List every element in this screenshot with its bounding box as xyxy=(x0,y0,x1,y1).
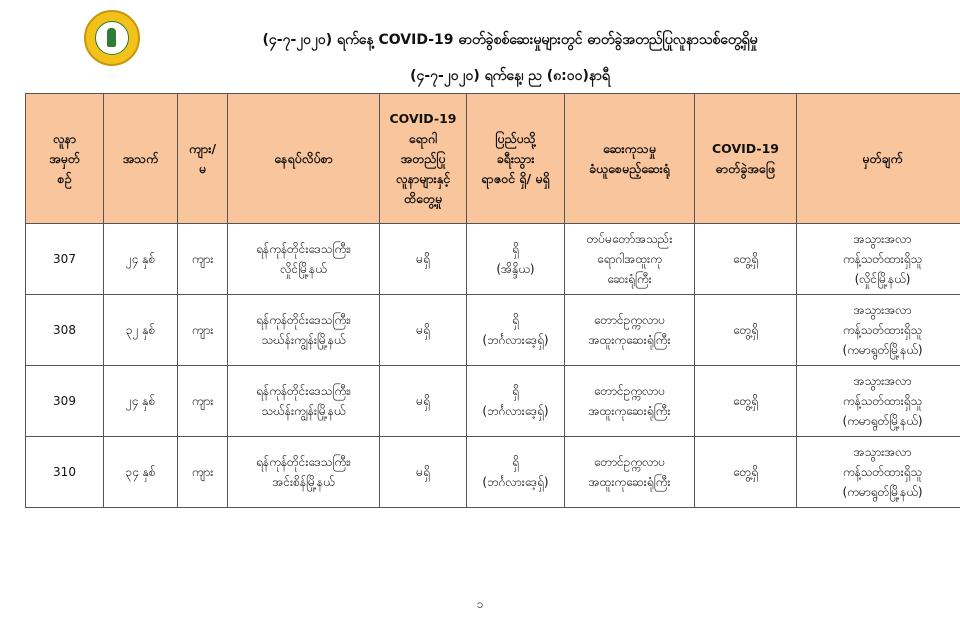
ministry-logo-icon xyxy=(84,10,140,66)
cell-text: (လှိုင်မြို့နယ်) xyxy=(854,272,911,286)
column-header-line: ရောဂါ xyxy=(408,130,438,146)
column-header-line: COVID-19 xyxy=(389,110,457,126)
table-cell xyxy=(695,295,797,366)
table-cell xyxy=(380,437,467,508)
document-subtitle: (၄-၇-၂၀၂၀) ရက်နေ့၊ ည (၈:၀၀)နာရီ xyxy=(410,68,610,84)
cell-text: (အိန္ဒိယ) xyxy=(496,262,535,276)
column-header xyxy=(104,94,178,224)
column-header-line: ပြည်ပသို့ xyxy=(495,130,536,146)
cell-text: (ဘင်္ဂလားဒေ့ရှ်) xyxy=(482,475,549,489)
table-header-row xyxy=(26,94,960,224)
table-cell xyxy=(695,366,797,437)
table-cell xyxy=(228,437,380,508)
cell-text: သဃ်န်းကျွန်းမြို့နယ် xyxy=(261,404,346,418)
column-header-line: ခရီးသွား xyxy=(496,150,535,166)
table-row xyxy=(26,224,960,295)
column-header-line: ကျား/ xyxy=(188,140,217,156)
table-cell xyxy=(797,295,960,366)
column-header-line: ထိတွေ့မှု xyxy=(403,190,443,206)
column-header-line: စဉ် xyxy=(57,170,72,186)
table-cell xyxy=(104,295,178,366)
cell-text: 307 xyxy=(53,252,76,266)
table-body xyxy=(26,224,960,508)
cell-text: ကျား xyxy=(191,465,214,479)
table-cell xyxy=(467,224,565,295)
cell-text: (ကမာရွတ်မြို့နယ်) xyxy=(842,485,923,499)
table-cell xyxy=(380,366,467,437)
cell-text: တောင်ဥက္ကလာပ xyxy=(593,313,666,327)
cell-text: (ဘင်္ဂလားဒေ့ရှ်) xyxy=(482,333,549,347)
cell-text: တွေ့ရှိ xyxy=(732,465,759,479)
table-cell xyxy=(178,224,228,295)
cell-text: လှိုင်မြို့နယ် xyxy=(280,262,327,276)
table-cell xyxy=(26,437,104,508)
table-cell xyxy=(228,224,380,295)
column-header xyxy=(797,94,960,224)
cell-text: ရန်ကုန်တိုင်းဒေသကြီး၊ xyxy=(255,313,352,327)
cell-text: ဆေးရုံကြီး xyxy=(607,272,652,286)
cell-text: ရန်ကုန်တိုင်းဒေသကြီး၊ xyxy=(255,384,352,398)
column-header-line: အသက် xyxy=(122,150,159,166)
table-row xyxy=(26,295,960,366)
cell-text: ရှိ xyxy=(512,313,519,327)
column-header xyxy=(695,94,797,224)
cell-text: ကျား xyxy=(191,252,214,266)
table-cell xyxy=(26,295,104,366)
cell-text: အထူးကုဆေးရုံကြီး xyxy=(588,404,671,418)
column-header xyxy=(380,94,467,224)
column-header xyxy=(565,94,695,224)
table-row xyxy=(26,366,960,437)
column-header-line: ရာဇဝင် ရှိ/ မရှိ xyxy=(481,170,550,186)
table-cell xyxy=(178,295,228,366)
table-cell xyxy=(228,366,380,437)
cell-text: တပ်မတော်အသည်း xyxy=(586,232,673,246)
column-header-line: လူနာ xyxy=(52,130,77,146)
column-header-line: မှတ်ချက် xyxy=(862,150,903,166)
cell-text: အထူးကုဆေးရုံကြီး xyxy=(588,475,671,489)
cell-text: အသွားအလာ xyxy=(853,374,912,388)
table-cell xyxy=(565,224,695,295)
table-row xyxy=(26,437,960,508)
column-header-line: မ xyxy=(198,160,207,176)
column-header-line: အတည်ပြု xyxy=(400,150,446,166)
table-cell xyxy=(178,366,228,437)
cell-text: ရှိ xyxy=(512,384,519,398)
cases-table xyxy=(25,93,960,508)
column-header xyxy=(26,94,104,224)
cell-text: ရှိ xyxy=(512,455,519,469)
cell-text: ကန့်သတ်ထားရှိသူ xyxy=(842,465,923,479)
cell-text: အထူးကုဆေးရုံကြီး xyxy=(588,333,671,347)
cell-text: ၃၄ နှစ် xyxy=(125,465,156,479)
cell-text: အသွားအလာ xyxy=(853,303,912,317)
cell-text: သဃ်န်းကျွန်းမြို့နယ် xyxy=(261,333,346,347)
column-header-line: COVID-19 xyxy=(712,140,779,156)
table-cell xyxy=(467,366,565,437)
column-header xyxy=(467,94,565,224)
column-header-line: ဓာတ်ခွဲအဖြေ xyxy=(715,160,776,176)
cell-text: ရန်ကုန်တိုင်းဒေသကြီး၊ xyxy=(255,455,352,469)
table-cell xyxy=(797,366,960,437)
table-cell xyxy=(797,224,960,295)
column-header-line: လူနာများနှင့် xyxy=(395,170,451,186)
cell-text: 309 xyxy=(53,394,76,408)
table-cell xyxy=(104,366,178,437)
column-header xyxy=(178,94,228,224)
cell-text: အသွားအလာ xyxy=(853,232,912,246)
cell-text: မရှိ xyxy=(416,252,430,266)
cell-text: တွေ့ရှိ xyxy=(732,252,759,266)
column-header-line: ဆေးကုသမှု xyxy=(602,140,656,156)
cell-text: 308 xyxy=(53,323,76,337)
table-cell xyxy=(565,437,695,508)
cell-text: ကျား xyxy=(191,323,214,337)
page-number: ၁ xyxy=(476,597,484,611)
cell-text: (ကမာရွတ်မြို့နယ်) xyxy=(842,414,923,428)
cell-text: မရှိ xyxy=(416,323,430,337)
cell-text: ရှိ xyxy=(512,242,519,256)
table-cell xyxy=(467,437,565,508)
column-header-line: အမှတ် xyxy=(49,150,80,166)
cell-text: (ဘင်္ဂလားဒေ့ရှ်) xyxy=(482,404,549,418)
cell-text: ကန့်သတ်ထားရှိသူ xyxy=(842,252,923,266)
cell-text: တွေ့ရှိ xyxy=(732,323,759,337)
cell-text: ကန့်သတ်ထားရှိသူ xyxy=(842,323,923,337)
table-cell xyxy=(695,224,797,295)
table-cell xyxy=(104,224,178,295)
cell-text: ကျား xyxy=(191,394,214,408)
table-cell xyxy=(104,437,178,508)
cell-text: တွေ့ရှိ xyxy=(732,394,759,408)
cell-text: ရန်ကုန်တိုင်းဒေသကြီး၊ xyxy=(255,242,352,256)
cell-text: တောင်ဥက္ကလာပ xyxy=(593,455,666,469)
cell-text: တောင်ဥက္ကလာပ xyxy=(593,384,666,398)
cell-text: ၃၂ နှစ် xyxy=(125,323,156,337)
table-cell xyxy=(797,437,960,508)
cell-text: ၂၄ နှစ် xyxy=(125,394,156,408)
cell-text: မရှိ xyxy=(416,465,430,479)
table-cell xyxy=(565,366,695,437)
column-header xyxy=(228,94,380,224)
cell-text: ရောဂါအထူးကု xyxy=(597,252,662,266)
table-cell xyxy=(26,224,104,295)
cell-text: (ကမာရွတ်မြို့နယ်) xyxy=(842,343,923,357)
cell-text: မရှိ xyxy=(416,394,430,408)
table-cell xyxy=(380,224,467,295)
cell-text: အင်းစိန်မြို့နယ် xyxy=(272,475,335,489)
cell-text: 310 xyxy=(53,465,76,479)
column-header-line: ခံယူစေမည့်ဆေးရုံ xyxy=(589,160,670,176)
table-cell xyxy=(565,295,695,366)
document-title: (၄-၇-၂၀၂၀) ရက်နေ့ COVID-19 ဓာတ်ခွဲစစ်ဆေးမှုများတွင် ဓာတ်ခွဲအတည်ပြုလူနာသစ်တွေ့ရှိမှု xyxy=(262,32,758,48)
column-header-line: နေရပ်လိပ်စာ xyxy=(274,150,333,166)
table-cell xyxy=(380,295,467,366)
table-cell xyxy=(695,437,797,508)
table-cell xyxy=(228,295,380,366)
table-cell xyxy=(178,437,228,508)
cell-text: ၂၄ နှစ် xyxy=(125,252,156,266)
table-cell xyxy=(467,295,565,366)
cell-text: ကန့်သတ်ထားရှိသူ xyxy=(842,394,923,408)
table-cell xyxy=(26,366,104,437)
cell-text: အသွားအလာ xyxy=(853,445,912,459)
